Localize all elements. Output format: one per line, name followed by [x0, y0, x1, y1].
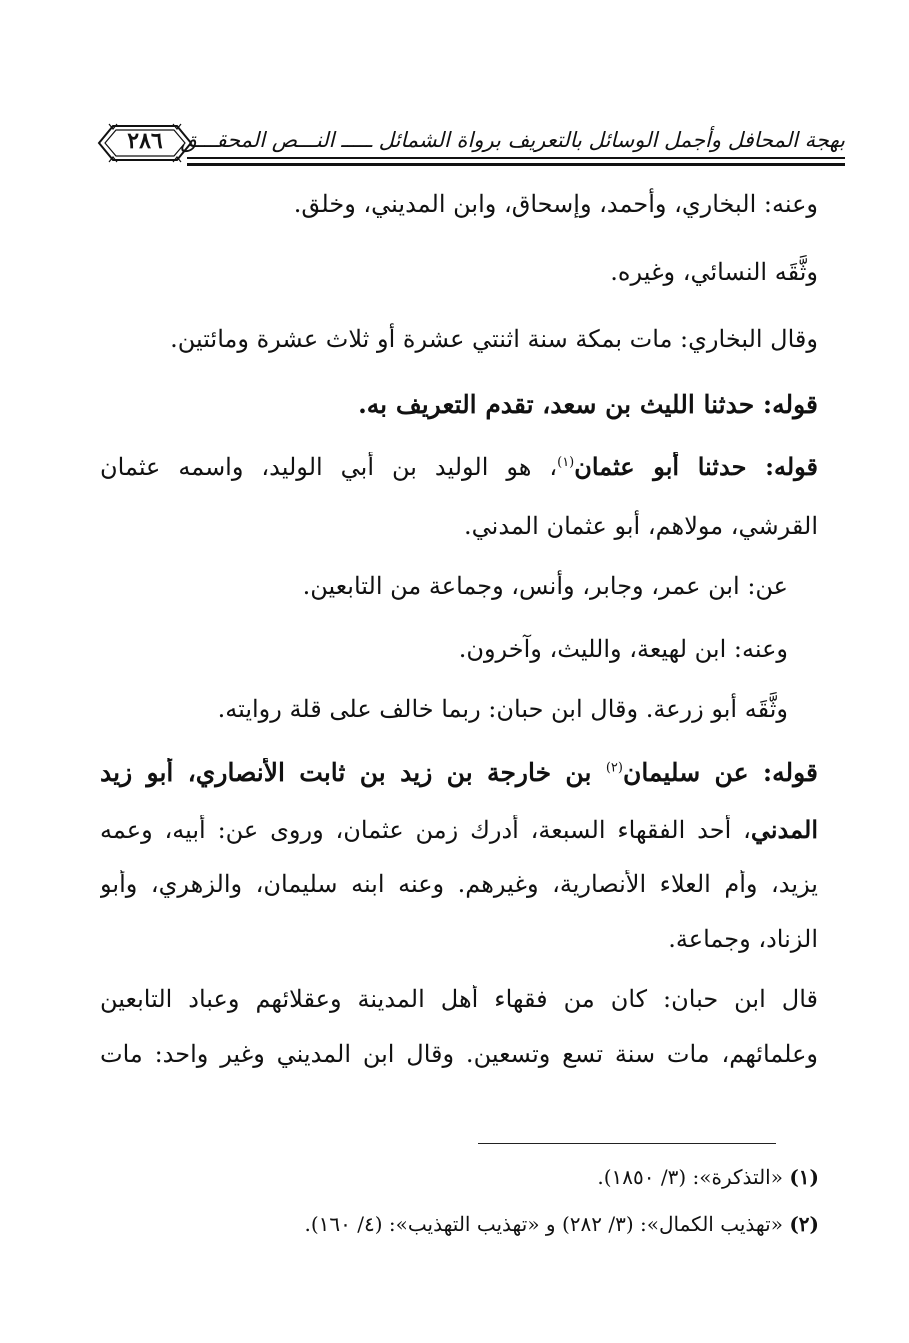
text-line: وعنه: البخاري، وأحمد، وإسحاق، وابن المديني، وخلق. [293, 190, 818, 218]
footnote-text: «تهذيب الكمال»: (٣/ ٢٨٢) و «تهذيب التهذيب»: (٤/ ١٦٠). [304, 1212, 783, 1236]
entry-heading: قوله: حدثنا أبو عثمان [574, 452, 818, 481]
text-line: قال ابن حبان: كان من فقهاء أهل المدينة وعقلائهم وعباد التابعين [100, 985, 818, 1013]
text-line: وثَّقَه النسائي، وغيره. [610, 258, 818, 286]
text-line: يزيد، وأم العلاء الأنصارية، وغيرهم. وعنه ابنه سليمان، والزهري، وأبو [100, 870, 818, 898]
text-line: وثَّقَه أبو زرعة. وقال ابن حبان: ربما خالف على قلة روايته. [217, 695, 788, 723]
text-line: عن: ابن عمر، وجابر، وأنس، وجماعة من التابعين. [302, 572, 788, 600]
main-text [100, 0, 818, 1100]
footnote-number: (٢) [789, 1212, 819, 1236]
footnote-separator [478, 1143, 776, 1144]
running-title: بهجة المحافل وأجمل الوسائل بالتعريف برواة الشمائل ـــــ النـــص المحقـــق [180, 128, 845, 152]
footnote-text: «التذكرة»: (٣/ ١٨٥٠). [597, 1165, 783, 1189]
footnote [304, 1212, 819, 1236]
text-line: وقال البخاري: مات بمكة سنة اثنتي عشرة أو ثلاث عشرة ومائتين. [170, 325, 818, 353]
text-line: القرشي، مولاهم، أبو عثمان المدني. [464, 512, 818, 540]
footnote [597, 1165, 819, 1189]
text-line [100, 758, 818, 792]
entry-heading: بن خارجة بن زيد بن ثابت الأنصاري، أبو زيد [100, 758, 606, 787]
entry-heading: قوله: حدثنا الليث بن سعد، تقدم التعريف به. [358, 390, 818, 419]
text-span: ، هو الوليد بن أبي الوليد، واسمه عثمان [100, 453, 558, 481]
footnote-ref: (٢) [605, 760, 623, 776]
footnote-number: (١) [789, 1165, 819, 1189]
entry-heading: قوله: عن سليمان [622, 758, 818, 787]
text-line: وعنه: ابن لهيعة، والليث، وآخرون. [458, 635, 788, 663]
text-line [100, 452, 818, 486]
text-line: الزناد، وجماعة. [668, 925, 818, 953]
text-span: ، أحد الفقهاء السبعة، أدرك زمن عثمان، وروى عن: أبيه، وعمه [100, 816, 751, 844]
page-number: ٢٨٦ [127, 128, 163, 154]
entry-heading: المدني [750, 815, 818, 844]
text-line: وعلمائهم، مات سنة تسع وتسعين. وقال ابن المديني وغير واحد: مات [100, 1040, 818, 1068]
text-line [100, 815, 818, 849]
footnote-ref: (١) [557, 455, 575, 470]
